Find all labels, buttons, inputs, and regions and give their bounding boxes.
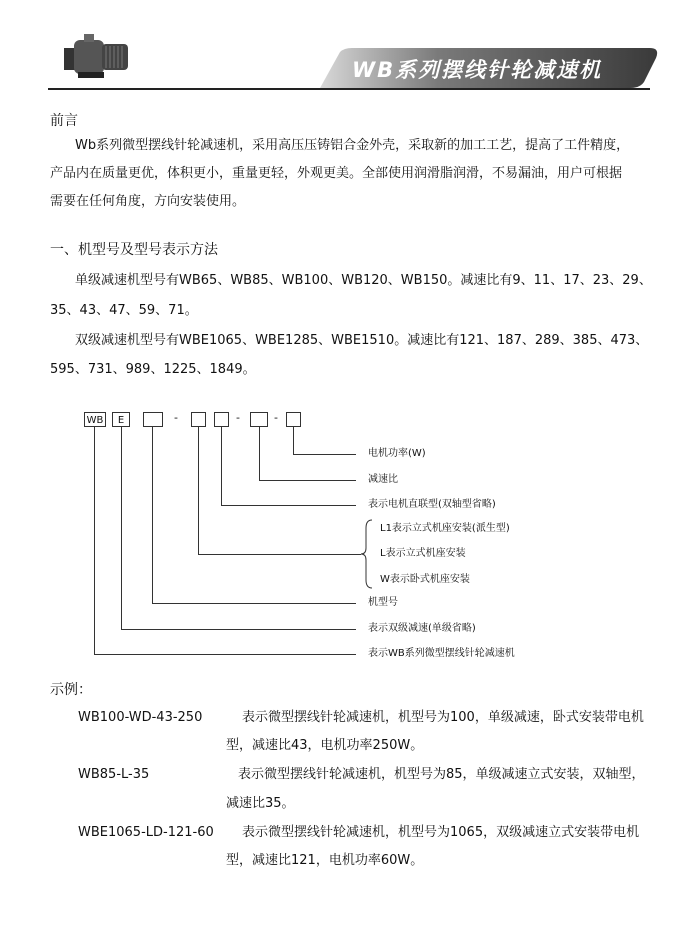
example-code: WBE1065-LD-121-60	[78, 825, 214, 840]
intro-heading: 前言	[50, 113, 78, 129]
label-wb-series: 表示WB系列微型摆线针轮减速机	[368, 648, 515, 659]
label-w-mount: W表示卧式机座安装	[380, 574, 470, 585]
mount-brace	[360, 518, 374, 590]
code-box-motor	[214, 412, 229, 427]
intro-line: 产品内在质量更优，体积更小，重量更轻，外观更美。全部使用润滑脂润滑，不易漏油，用户可根据	[50, 166, 623, 181]
code-box-frame	[143, 412, 163, 427]
code-dash: -	[274, 411, 278, 424]
reducer-product-icon	[60, 30, 134, 82]
code-box-mount	[191, 412, 206, 427]
label-l-mount: L表示立式机座安装	[380, 548, 466, 559]
code-dash: -	[236, 411, 240, 424]
example-desc: 型，减速比43，电机功率250W。	[226, 738, 424, 753]
label-direct-motor: 表示电机直联型(双轴型省略)	[368, 499, 496, 510]
code-dash: -	[174, 411, 178, 424]
leader-line	[198, 554, 361, 555]
example-code: WB85-L-35	[78, 767, 150, 782]
label-motor-power: 电机功率(W)	[368, 448, 426, 459]
leader-line	[259, 480, 356, 481]
example-desc: 表示微型摆线针轮减速机，机型号为1065，双级减速立式安装带电机	[242, 825, 640, 840]
section-heading: 一、机型号及型号表示方法	[50, 242, 218, 258]
leader-line	[94, 654, 356, 655]
double-stage-line: 595、731、989、1225、1849。	[50, 362, 256, 377]
leader-line	[221, 427, 222, 505]
intro-line: Wb系列微型摆线针轮减速机，采用高压压铸铝合金外壳，采取新的加工工艺，提高了工件精度，	[75, 138, 630, 153]
leader-line	[293, 454, 356, 455]
label-frame: 机型号	[368, 597, 398, 608]
single-stage-line: 35、43、47、59、71。	[50, 303, 198, 318]
code-box-wb: WB	[84, 412, 106, 427]
label-ratio: 减速比	[368, 474, 398, 485]
code-box-e: E	[112, 412, 130, 427]
example-desc: 表示微型摆线针轮减速机，机型号为85，单级减速立式安装，双轴型，	[238, 767, 645, 782]
label-double-stage: 表示双级减速(单级省略)	[368, 623, 476, 634]
single-stage-line: 单级减速机型号有WB65、WB85、WB100、WB120、WB150。减速比有9、11、17、23、29、	[75, 273, 652, 288]
example-desc: 表示微型摆线针轮减速机，机型号为100，单级减速，卧式安装带电机	[242, 710, 644, 725]
leader-line	[293, 427, 294, 454]
leader-line	[152, 427, 153, 603]
code-box-power	[286, 412, 301, 427]
leader-line	[259, 427, 260, 480]
leader-line	[121, 629, 356, 630]
example-desc: 减速比35。	[226, 796, 295, 811]
example-desc: 型，减速比121，电机功率60W。	[226, 853, 424, 868]
header-rule	[48, 88, 650, 90]
example-code: WB100-WD-43-250	[78, 710, 203, 725]
leader-line	[94, 427, 95, 654]
leader-line	[198, 427, 199, 554]
code-box-ratio	[250, 412, 268, 427]
header-title: WB系列摆线针轮减速机	[352, 58, 603, 82]
intro-line: 需要在任何角度，方向安装使用。	[50, 194, 246, 209]
double-stage-line: 双级减速机型号有WBE1065、WBE1285、WBE1510。减速比有121、187、289、385、473、	[75, 333, 649, 348]
leader-line	[152, 603, 356, 604]
leader-line	[121, 427, 122, 629]
examples-heading: 示例：	[50, 682, 92, 698]
leader-line	[221, 505, 356, 506]
label-l1-mount: L1表示立式机座安装(派生型)	[380, 523, 510, 534]
